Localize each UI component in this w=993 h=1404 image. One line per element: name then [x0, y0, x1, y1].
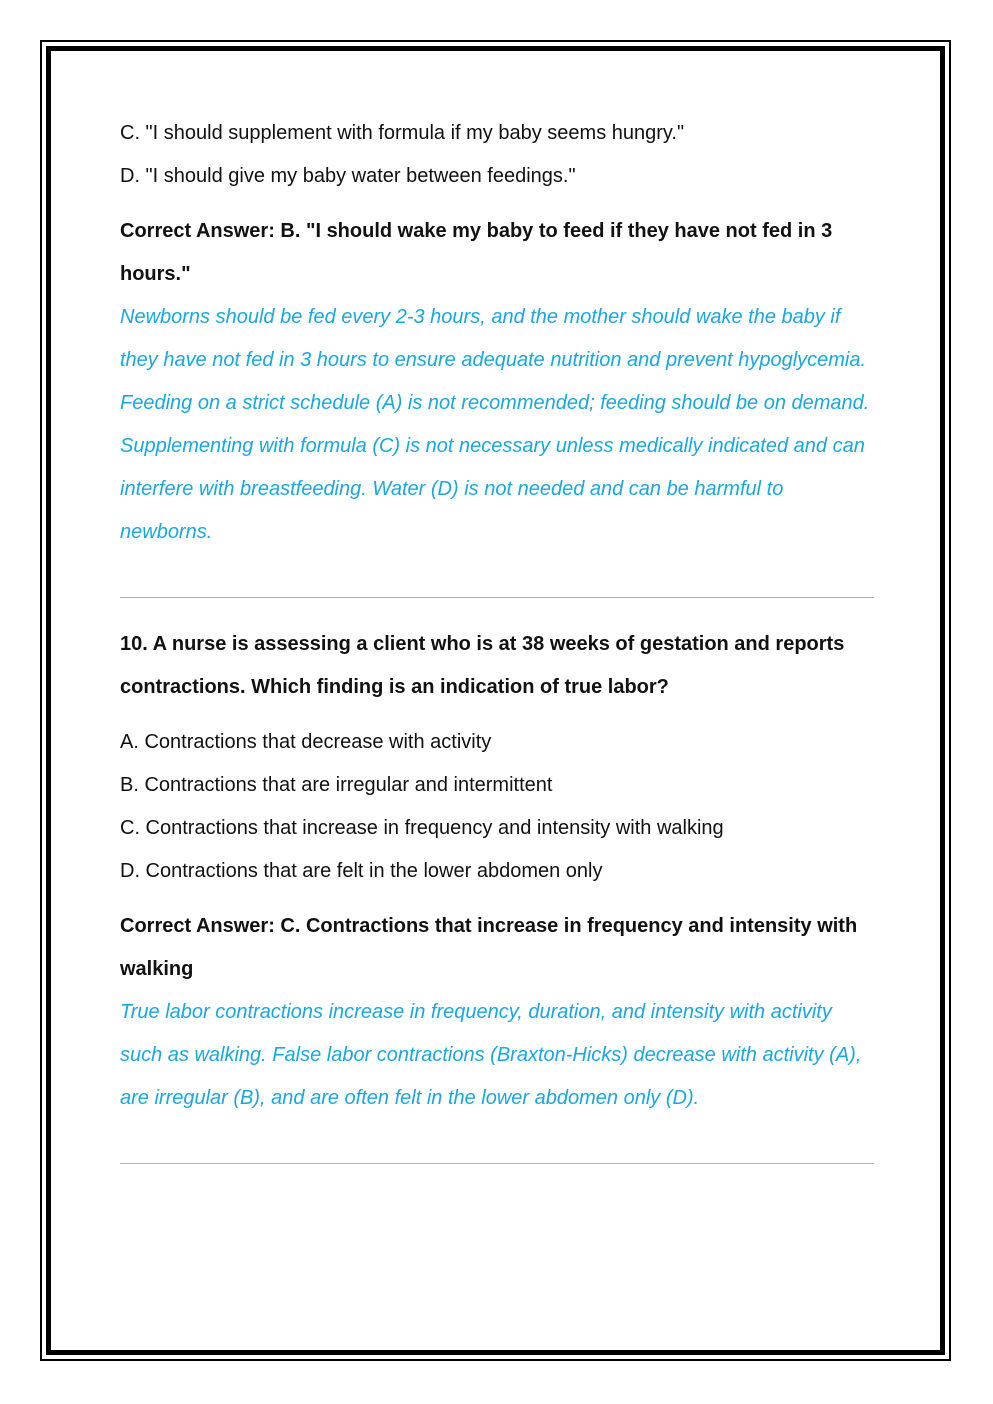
question-10-options	[120, 721, 874, 893]
q10-option-d: D. Contractions that are felt in the lower abdomen only	[120, 860, 603, 882]
q10-explanation: True labor contractions increase in frequency, duration, and intensity with activity such as walking. False labor contractions (Braxton-Hicks) decrease with activity (A), are irregular (B), and are often felt in the lower abdomen only (D).	[120, 1001, 862, 1109]
prev-explanation: Newborns should be fed every 2-3 hours, and the mother should wake the baby if they have not fed in 3 hours to ensure adequate nutrition and prevent hypoglycemia. Feeding on a strict schedule (A) is not recommended; feeding should be on demand. Supplementing with formula (C) is not necessary unless medically indicated and can interfere with breastfeeding. Water (D) is not needed and can be harmful to newborns.	[120, 306, 870, 543]
section-divider	[120, 597, 874, 598]
q10-option-c: C. Contractions that increase in frequency and intensity with walking	[120, 817, 724, 839]
prev-correct-answer: Correct Answer: B. "I should wake my baby to feed if they have not fed in 3 hours."	[120, 220, 833, 285]
q10-correct-answer: Correct Answer: C. Contractions that increase in frequency and intensity with walking	[120, 915, 858, 980]
section-divider-bottom	[120, 1163, 874, 1164]
prev-option-c: C. "I should supplement with formula if my baby seems hungry."	[120, 122, 685, 144]
q10-option-b: B. Contractions that are irregular and intermittent	[120, 774, 553, 796]
prev-option-d: D. "I should give my baby water between feedings."	[120, 165, 576, 187]
q10-option-a: A. Contractions that decrease with activity	[120, 731, 492, 753]
question-10-text: 10. A nurse is assessing a client who is at 38 weeks of gestation and reports contractions. Which finding is an indication of true labor?	[120, 633, 845, 698]
document-content	[120, 112, 874, 1164]
